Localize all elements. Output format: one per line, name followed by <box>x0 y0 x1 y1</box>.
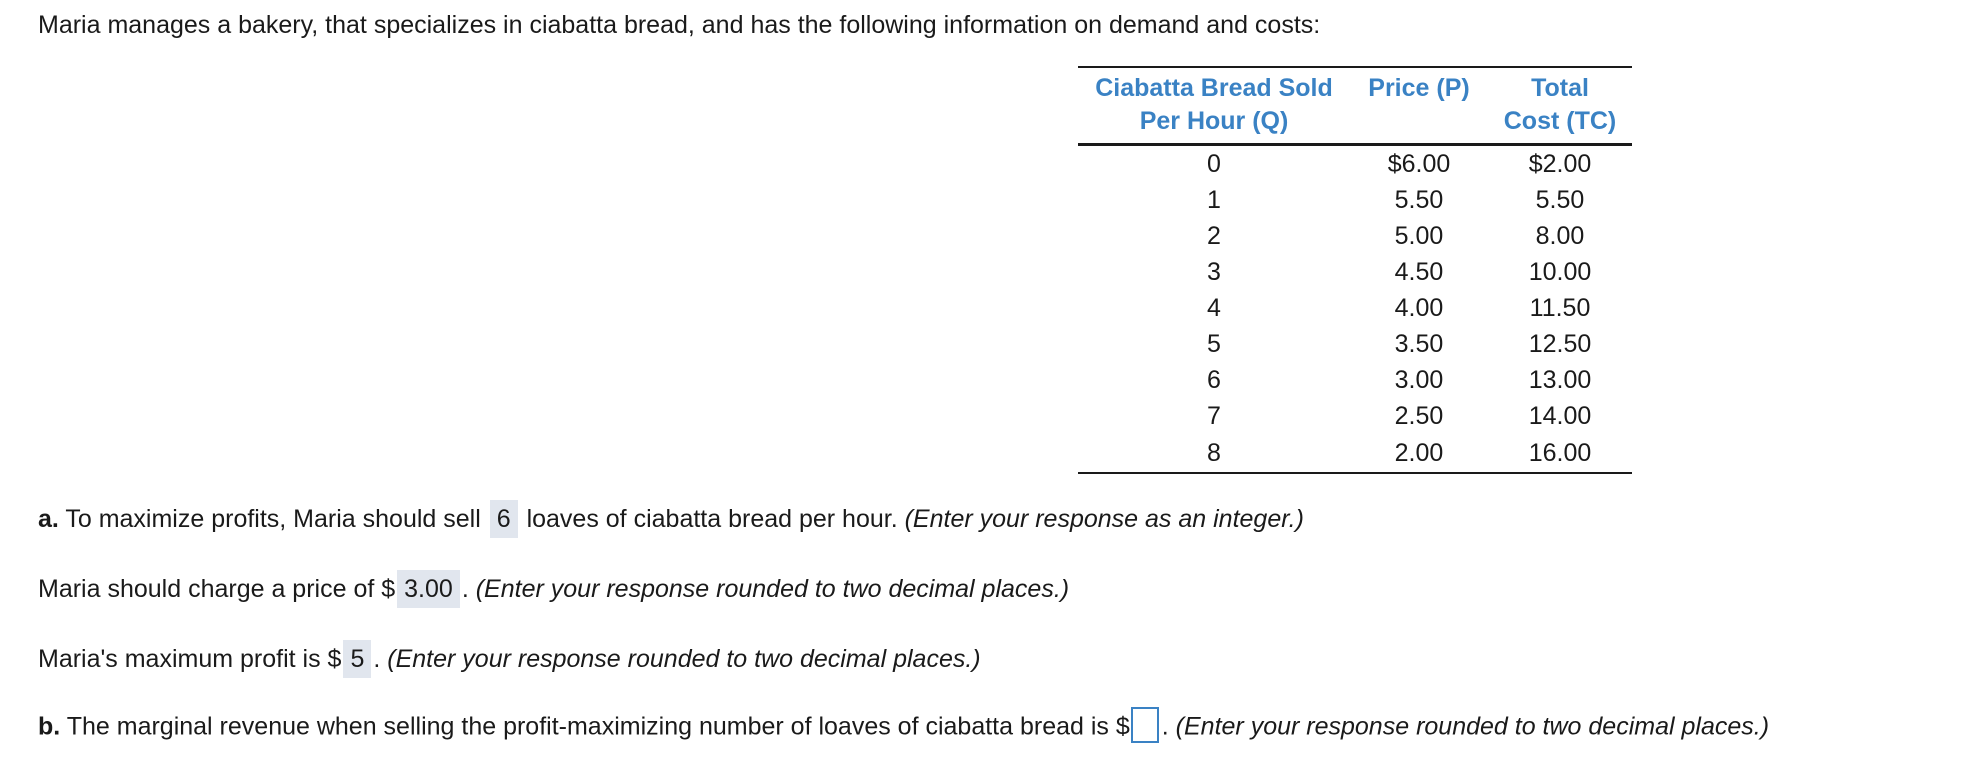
price-question-text-after: . <box>461 575 476 603</box>
table-row <box>1078 398 1632 434</box>
question-b-hint: (Enter your response rounded to two decimal places.) <box>1175 712 1770 741</box>
table-row <box>1078 218 1632 254</box>
profit-question-text-after: . <box>373 645 388 673</box>
cell-quantity: 3 <box>1207 258 1221 286</box>
cell-total-cost: $2.00 <box>1528 150 1592 178</box>
cell-quantity: 2 <box>1207 222 1221 250</box>
price-answer-field[interactable]: 3.00 <box>397 570 460 608</box>
cell-total-cost: 10.00 <box>1528 258 1592 286</box>
cell-total-cost: 8.00 <box>1535 222 1585 250</box>
table-row <box>1078 434 1632 473</box>
cell-price: 4.00 <box>1394 294 1444 322</box>
price-question-hint: (Enter your response rounded to two decimal places.) <box>475 575 1070 603</box>
table-header-row <box>1078 67 1632 145</box>
header-total-cost <box>1488 67 1632 145</box>
cell-price: 5.50 <box>1394 186 1444 214</box>
cell-price: 2.50 <box>1394 402 1444 430</box>
question-b-label: b. <box>38 712 61 741</box>
question-a-profit <box>38 640 981 678</box>
cell-price: 2.00 <box>1350 434 1488 473</box>
table-row <box>1078 326 1632 362</box>
cell-quantity: 1 <box>1207 186 1221 214</box>
cell-total-cost: 5.50 <box>1535 186 1585 214</box>
question-a-text-before: To maximize profits, Maria should sell <box>58 505 488 533</box>
profit-answer-field[interactable]: 5 <box>343 640 371 678</box>
cell-price: 3.00 <box>1394 366 1444 394</box>
cell-quantity: 5 <box>1207 330 1221 358</box>
cell-total-cost: 11.50 <box>1529 294 1591 322</box>
question-b-text-after: . <box>1161 712 1176 741</box>
cell-quantity: 0 <box>1207 150 1221 178</box>
header-total-cost-line1: Total <box>1531 74 1589 102</box>
cell-price: 4.50 <box>1394 258 1444 286</box>
cell-total-cost: 14.00 <box>1528 402 1592 430</box>
profit-question-text-before: Maria's maximum profit is $ <box>38 645 342 673</box>
question-a-text-after: loaves of ciabatta bread per hour. <box>519 505 905 533</box>
table-row <box>1078 290 1632 326</box>
table-body <box>1078 145 1632 474</box>
header-price <box>1350 67 1488 145</box>
question-a-label: a. <box>38 505 59 533</box>
cell-quantity: 4 <box>1207 294 1221 322</box>
table-row <box>1078 254 1632 290</box>
header-quantity-line2: Per Hour (Q) <box>1139 106 1289 135</box>
demand-cost-table <box>1078 66 1632 474</box>
table-row <box>1078 182 1632 218</box>
question-b-text-before: The marginal revenue when selling the profit-maximizing number of loaves of ciabatta bread is $ <box>60 712 1130 741</box>
intro-text: Maria manages a bakery, that specializes in ciabatta bread, and has the following information on demand and costs: <box>38 11 1321 39</box>
header-price-line1: Price (P) <box>1368 74 1470 102</box>
question-a-quantity <box>38 500 1304 538</box>
cell-quantity: 6 <box>1207 366 1221 394</box>
cell-price: 3.50 <box>1394 330 1444 358</box>
cell-total-cost: 13.00 <box>1528 366 1592 394</box>
header-quantity <box>1078 67 1350 145</box>
cell-total-cost: 12.50 <box>1528 330 1592 358</box>
table-row <box>1078 362 1632 398</box>
table-row <box>1078 145 1632 183</box>
profit-question-hint: (Enter your response rounded to two decimal places.) <box>387 645 981 673</box>
question-b-marginal-revenue <box>38 710 1769 746</box>
price-question-text-before: Maria should charge a price of $ <box>38 575 396 603</box>
question-a-price <box>38 570 1069 608</box>
question-a-hint: (Enter your response as an integer.) <box>904 505 1304 533</box>
cell-quantity: 7 <box>1207 402 1221 430</box>
cell-quantity: 8 <box>1078 434 1350 473</box>
cell-price: 5.00 <box>1394 222 1444 250</box>
marginal-revenue-input[interactable] <box>1131 707 1159 743</box>
header-quantity-line1: Ciabatta Bread Sold <box>1095 74 1333 102</box>
cell-price: $6.00 <box>1387 150 1451 178</box>
header-total-cost-line2: Cost (TC) <box>1503 106 1617 135</box>
cell-total-cost: 16.00 <box>1488 434 1632 473</box>
quantity-answer-field[interactable]: 6 <box>490 500 518 538</box>
